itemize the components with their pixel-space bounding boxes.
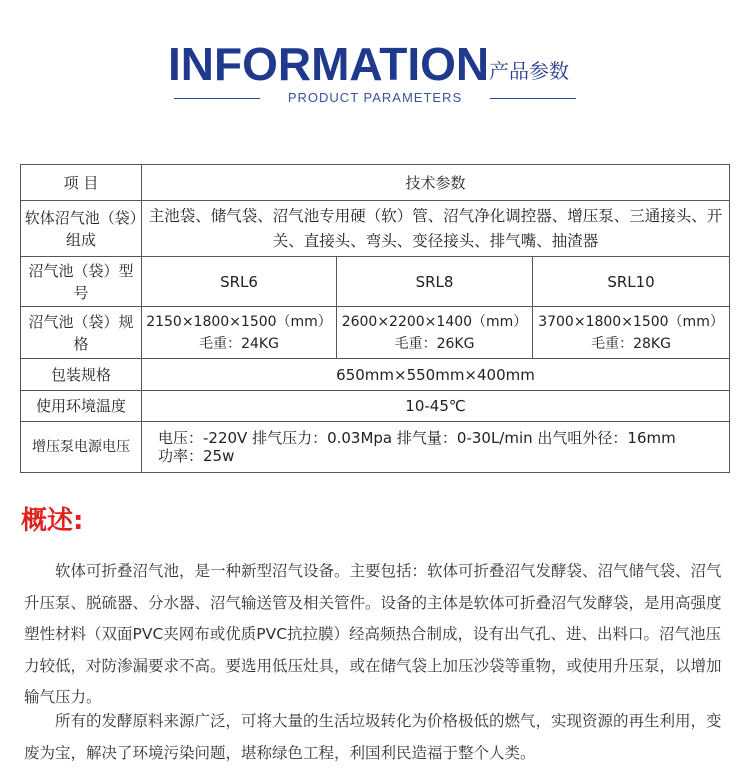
spec-size: 2150×1800×1500（mm）	[146, 313, 332, 330]
table-row	[21, 391, 730, 422]
header-title-en: INFORMATION	[168, 38, 490, 90]
model-value: SRL8	[337, 257, 533, 307]
table-row	[21, 257, 730, 307]
table-head-params: 技术参数	[142, 165, 730, 201]
parameter-table	[20, 164, 730, 473]
spec-cell	[142, 307, 337, 359]
spec-cell	[337, 307, 533, 359]
overview-title: 概述:	[21, 506, 84, 536]
header-rule-right	[490, 98, 576, 99]
packing-label: 包装规格	[21, 359, 142, 391]
composition-label: 软体沼气池（袋）组成	[21, 201, 142, 257]
table-row	[21, 201, 730, 257]
table-row	[21, 307, 730, 359]
section-header	[0, 0, 750, 120]
table-row	[21, 359, 730, 391]
pump-params-line: 电压：-220V 排气压力：0.03Mpa 排气量：0-30L/min 出气咀外径：16mm	[158, 429, 676, 447]
spec-weight: 毛重：28KG	[591, 335, 671, 352]
model-value: SRL10	[533, 257, 730, 307]
pump-label: 增压泵电源电压	[21, 422, 142, 473]
table-row	[21, 422, 730, 473]
pump-params	[142, 422, 730, 473]
overview-paragraph: 软体可折叠沼气池，是一种新型沼气设备。主要包括：软体可折叠沼气发酵袋、沼气储气袋、沼气升压泵、脱硫器、分水器、沼气输送管及相关管件。设备的主体是软体可折叠沼气发酵袋，是用高强度塑性材料（双面PVC夹网布或优质PVC抗拉膜）经高频热合制成，设有出气孔、进、出料口。沼气池压力较低，对防渗漏要求不高。要选用低压灶具，或在储气袋上加压沙袋等重物，或使用升压泵，以增加输气压力。	[24, 562, 722, 706]
spec-cell	[533, 307, 730, 359]
overview-paragraph: 所有的发酵原料来源广泛，可将大量的生活垃圾转化为价格极低的燃气，实现资源的再生利用，变废为宝，解决了环境污染问题，堪称绿色工程，利国利民造福于整个人类。	[24, 712, 722, 762]
table-head-item: 项 目	[21, 165, 142, 201]
pump-params-line: 功率：25w	[158, 447, 235, 465]
spec-weight: 毛重：24KG	[199, 335, 279, 352]
composition-value: 主池袋、储气袋、沼气池专用硬（软）管、沼气净化调控器、增压泵、三通接头、开关、直接头、弯头、变径接头、排气嘴、抽渣器	[142, 201, 730, 257]
temperature-value: 10-45℃	[142, 391, 730, 422]
spec-size: 2600×2200×1400（mm）	[341, 313, 528, 330]
header-title-cn: 产品参数	[489, 59, 569, 83]
packing-value: 650mm×550mm×400mm	[142, 359, 730, 391]
temperature-label: 使用环境温度	[21, 391, 142, 422]
model-label: 沼气池（袋）型号	[21, 257, 142, 307]
spec-size: 3700×1800×1500（mm）	[538, 313, 724, 330]
spec-weight: 毛重：26KG	[394, 335, 475, 352]
model-value: SRL6	[142, 257, 337, 307]
header-subtitle: PRODUCT PARAMETERS	[287, 90, 463, 105]
table-row	[21, 165, 730, 201]
spec-label: 沼气池（袋）规格	[21, 307, 142, 359]
